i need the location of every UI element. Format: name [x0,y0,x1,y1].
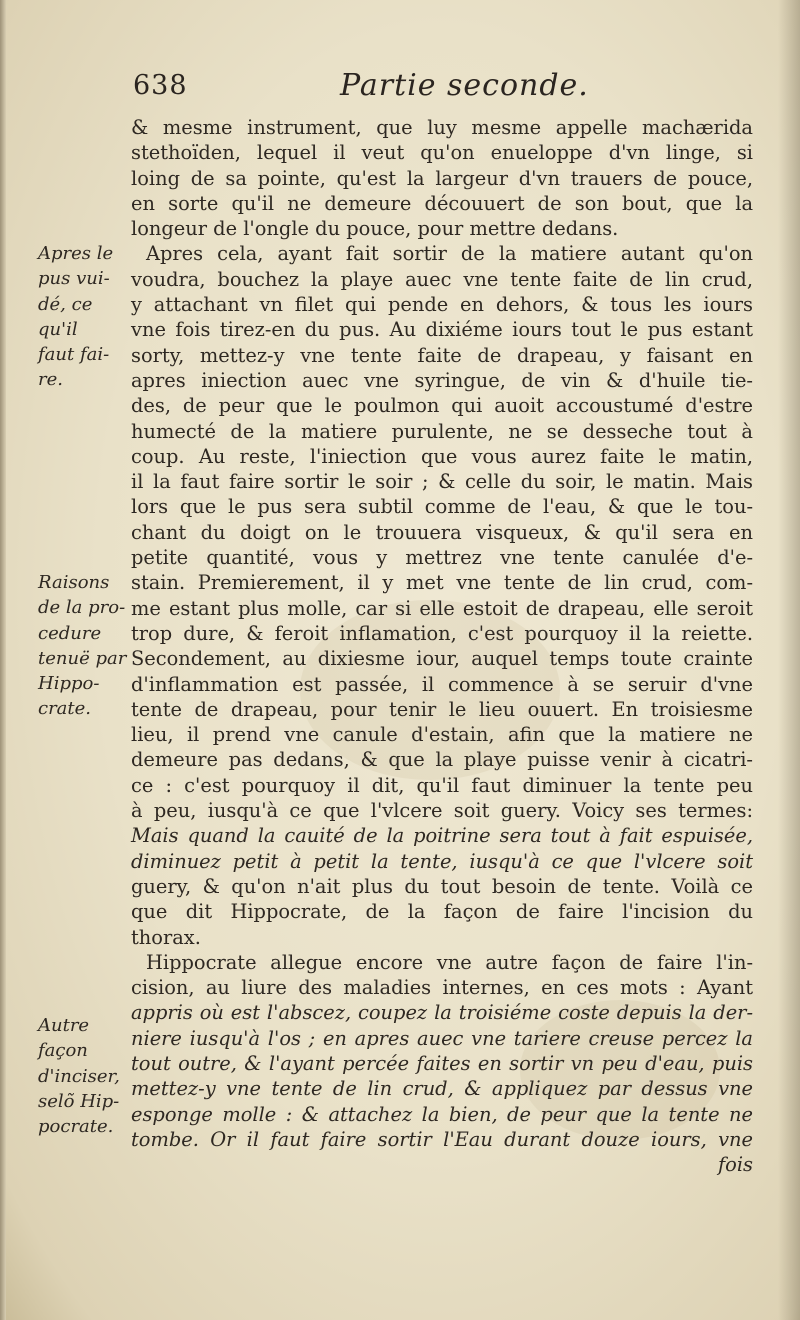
text-line: coup. Au reste, l'iniection que vous aurez faite le matin, [131,444,753,468]
text-line: apres iniection auec vne syringue, de vin & d'huile tie- [131,368,753,392]
text-line: & mesme instrument, que luy mesme appelle machærida [131,116,753,139]
text-line: ce : c'est pourquoy il dit, qu'il faut diminuer la tente peu [131,773,753,797]
text-line: stain. Premierement, il y met vne tente de lin crud, com- [131,571,753,595]
margin-note-line: dé, ce [38,293,93,315]
text-line: petite quantité, vous y mettrez vne tente canulée d'e- [131,546,753,570]
text-line: cision, au liure des maladies internes, en ces mots : Ayant [131,976,753,1000]
margin-note-line: Raisons [38,572,110,593]
quoted-text-line: diminuez petit à petit la tente, iusqu'à ce que l'vlcere soit [131,849,753,873]
text-line: guery, & qu'on n'ait plus du tout besoin de tente. Voilà ce [131,874,753,898]
text-line: d'inflammation est passée, il commence à se seruir d'vne [131,672,753,696]
quoted-text-line: Mais quand la cauité de la poitrine sera tout à fait espuisée, [131,824,753,848]
quoted-text-line: tout outre, & l'ayant percée faites en sortir vn peu d'eau, puis [131,1051,753,1075]
text-line: loing de sa pointe, qu'est la largeur d'vn trauers de pouce, [131,166,753,190]
margin-note-line: selõ Hip- [38,1090,120,1112]
quoted-text-line: esponge molle : & attachez la bien, de peur que la tente ne [131,1102,753,1126]
text-line: lors que le pus sera subtil comme de l'eau, & que le tou- [131,495,753,519]
margin-note [38,241,113,393]
running-title: Partie seconde. [340,68,589,103]
margin-note-line: re. [38,369,63,391]
text-line: demeure pas dedans, & que la playe puisse venir à cicatri- [131,748,753,772]
margin-note-line: Autre [38,1015,90,1036]
text-line: voudra, bouchez la playe auec vne tente faite de lin crud, [131,267,753,291]
page-shadow [778,0,800,1320]
page-number: 638 [133,70,188,101]
text-line: Hippocrate allegue encore vne autre façon de faire l'in- [146,950,753,974]
quoted-text-line: appris où est l'abscez, coupez la troisiéme coste depuis la der- [131,1001,753,1025]
text-line: humecté de la matiere purulente, ne se desseche tout à [131,419,753,443]
margin-note [38,1013,120,1139]
text-line: y attachant vn filet qui pende en dehors, & tous les iours [131,293,753,317]
margin-note [38,570,126,722]
page-gutter [0,0,6,1320]
text-line: Secondement, au dixiesme iour, auquel temps toute crainte [131,647,753,671]
text-line: vne fois tirez-en du pus. Au dixiéme iours tout le pus estant [131,318,753,342]
quoted-text-line: mettez-y vne tente de lin crud, & appliquez par dessus vne [131,1077,753,1101]
text-line: il la faut faire sortir le soir ; & celle du soir, le matin. Mais [131,470,753,494]
margin-note-line: Apres le [38,243,114,264]
margin-note-line: façon [38,1040,88,1062]
margin-note-line: cedure [38,622,102,644]
catchword: fois [717,1153,753,1177]
text-line: sorty, mettez-y vne tente faite de drapeau, y faisant en [131,343,753,367]
text-line: des, de peur que le poulmon qui auoit accoustumé d'estre [131,394,753,418]
text-line: que dit Hippocrate, de la façon de faire l'incision du [131,900,753,924]
margin-note-line: de la pro- [38,597,126,619]
text-line: Apres cela, ayant fait sortir de la matiere autant qu'on [146,242,753,266]
margin-note-line: crate. [38,698,92,720]
margin-note-line: pus vui- [38,268,110,290]
text-line: trop dure, & feroit inflamation, c'est pourquoy il la reiette. [131,621,753,645]
text-line: me estant plus molle, car si elle estoit de drapeau, elle seroit [131,596,753,620]
text-line: thorax. [131,925,201,949]
quoted-text-line: tombe. Or il faut faire sortir l'Eau durant douze iours, vne [131,1127,753,1151]
margin-note-line: pocrate. [38,1116,114,1138]
margin-note-line: d'inciser, [38,1065,120,1087]
text-line: lieu, il prend vne canule d'estain, afin que la matiere ne [131,723,753,747]
margin-note-line: tenuë par [38,647,127,669]
text-line: longeur de l'ongle du pouce, pour mettre dedans. [131,217,619,241]
margin-note-line: Hippo- [38,673,100,695]
text-line: stethoïden, lequel il veut qu'on enueloppe d'vn linge, si [131,141,753,165]
margin-note-line: faut fai- [38,344,110,366]
text-line: tente de drapeau, pour tenir le lieu ouuert. En troisiesme [131,697,753,721]
text-line: chant du doigt on le trouuera visqueux, & qu'il sera en [131,520,753,544]
page-header [0,70,800,120]
main-text [131,115,753,1177]
quoted-text-line: niere iusqu'à l'os ; en apres auec vne tariere creuse percez la [131,1026,753,1050]
text-line: en sorte qu'il ne demeure découuert de son bout, que la [131,191,753,215]
text-line: à peu, iusqu'à ce que l'vlcere soit guery. Voicy ses termes: [131,799,753,823]
margin-note-line: qu'il [38,318,78,340]
